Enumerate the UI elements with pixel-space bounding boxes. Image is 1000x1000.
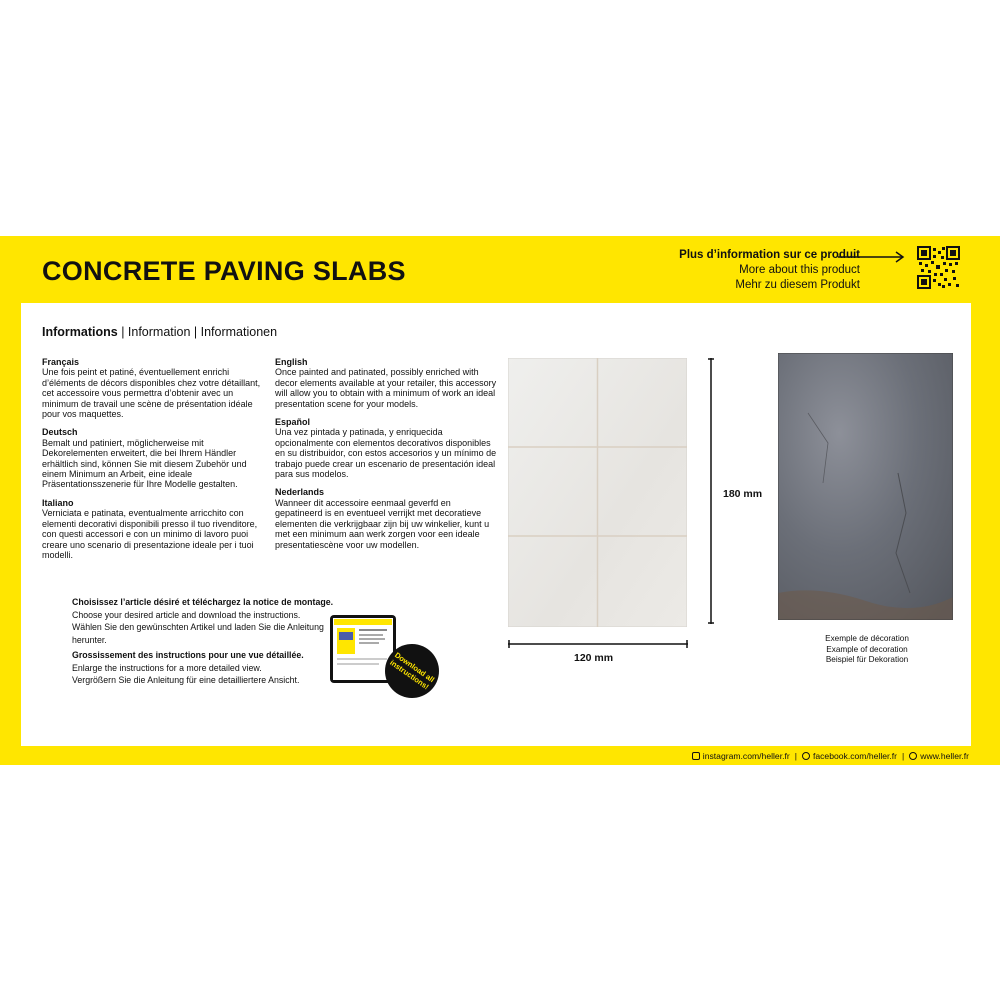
facebook-link[interactable]: facebook.com/heller.fr xyxy=(812,751,898,761)
separator: | xyxy=(902,751,905,761)
left-language-column xyxy=(42,357,267,568)
globe-icon xyxy=(909,752,917,760)
lang-block-en xyxy=(275,357,500,409)
height-label: 180 mm xyxy=(723,488,763,500)
width-dimension-line xyxy=(508,640,688,648)
width-label: 120 mm xyxy=(574,652,614,664)
download-line-de: Wählen Sie den gewünschten Artikel und laden Sie die Anleitung herunter. xyxy=(72,622,324,645)
lang-label: Italiano xyxy=(42,497,74,508)
caption-fr: Exemple de décoration xyxy=(825,634,909,643)
lang-label: English xyxy=(275,357,308,367)
enlarge-line-en: Enlarge the instructions for a more detailed view. xyxy=(72,662,262,673)
lang-text: Verniciata e patinata, eventualmente arricchito con elementi decorativi disponibili presso il tuo rivenditore, con questi accessori e con un minimo di lavoro puoi creare uno scenario di presentazione ideale per i tuoi modelli. xyxy=(42,508,258,560)
lang-block-fr xyxy=(42,357,267,419)
separator: | xyxy=(794,751,797,761)
lang-label: Deutsch xyxy=(42,427,78,438)
more-info-en: More about this product xyxy=(739,264,860,276)
lang-block-de xyxy=(42,427,267,489)
caption-de: Beispiel für Dekoration xyxy=(825,655,909,664)
enlarge-line-fr: Grossissement des instructions pour une vue détaillée. xyxy=(72,650,304,660)
footer-links xyxy=(692,751,969,761)
lang-label: Español xyxy=(275,417,311,428)
download-line-fr: Choisissez l’article désiré et téléchargez la notice de montage. xyxy=(72,597,334,607)
download-all-badge-label: Download all instructions! xyxy=(388,650,437,692)
lang-text: Wanneer dit accessoire eenmaal geverfd en gepatineerd is en eventueel verrijkt met decoratieve elementen die verkrijgbaar zijn bij uw winkelier, kunt u met een minimum aan werk zorgen voor een ideale presentatiescène voor uw modellen. xyxy=(275,497,490,550)
more-info-fr: Plus d’information sur ce produit xyxy=(679,249,860,261)
decoration-caption xyxy=(800,634,934,666)
caption-en: Example of decoration xyxy=(826,644,908,654)
arrow-right-icon xyxy=(838,250,908,264)
right-language-column xyxy=(275,357,500,558)
informations-heading-rest: | Information | Informationen xyxy=(121,325,278,339)
paving-slab-image xyxy=(508,358,687,627)
informations-heading-bold: Informations xyxy=(42,325,118,339)
lang-block-nl xyxy=(275,487,500,549)
more-info-de: Mehr zu diesem Produkt xyxy=(735,279,860,291)
download-line-en: Choose your desired article and download the instructions. xyxy=(72,609,301,620)
instagram-icon xyxy=(692,752,700,760)
lang-text: Bemalt und patiniert, möglicherweise mit Dekorelementen erweitert, die bei Ihrem Händler erhältlich sind, können Sie mit diesem Zubehör und einem Minimum an Arbeit, eine ideale Präsentationsszenerie für Ihre Modelle gestalten. xyxy=(42,437,247,490)
qr-code-icon[interactable] xyxy=(917,246,960,289)
lang-label: Nederlands xyxy=(275,487,325,498)
enlarge-line-de: Vergrößern Sie die Anleitung für eine detailliertere Ansicht. xyxy=(72,675,300,685)
decorated-slab-image xyxy=(778,353,953,620)
lang-text: Una vez pintada y patinada, y enriquecida opcionalmente con elementos decorativos disponibles en su distribuidor, con estos accesorios y un mínimo de trabajo puede crear un escenario de presentación ideal para sus modelos. xyxy=(275,427,497,480)
website-link[interactable]: www.heller.fr xyxy=(920,751,969,761)
lang-label: Français xyxy=(42,357,80,367)
instagram-link[interactable]: instagram.com/heller.fr xyxy=(702,751,790,761)
download-instructions-block xyxy=(72,596,342,687)
informations-heading xyxy=(42,325,277,339)
lang-block-it xyxy=(42,498,267,560)
page-title: CONCRETE PAVING SLABS xyxy=(42,256,406,286)
facebook-icon xyxy=(802,752,810,760)
lang-block-es xyxy=(275,417,500,479)
lang-text: Once painted and patinated, possibly enriched with decor elements available at your retailer, this accessory will allow you to obtain with a minimum of work an ideal presentation scene for your models. xyxy=(275,367,497,409)
lang-text: Une fois peint et patiné, éventuellement enrichi d’éléments de décors disponibles chez votre détaillant, cet accessoire vous permettra d’obtenir avec un minimum de travail une scène de présentation idéale pour vos maquettes. xyxy=(42,367,261,420)
more-info-block[interactable] xyxy=(679,248,860,293)
height-dimension-line xyxy=(708,358,714,624)
